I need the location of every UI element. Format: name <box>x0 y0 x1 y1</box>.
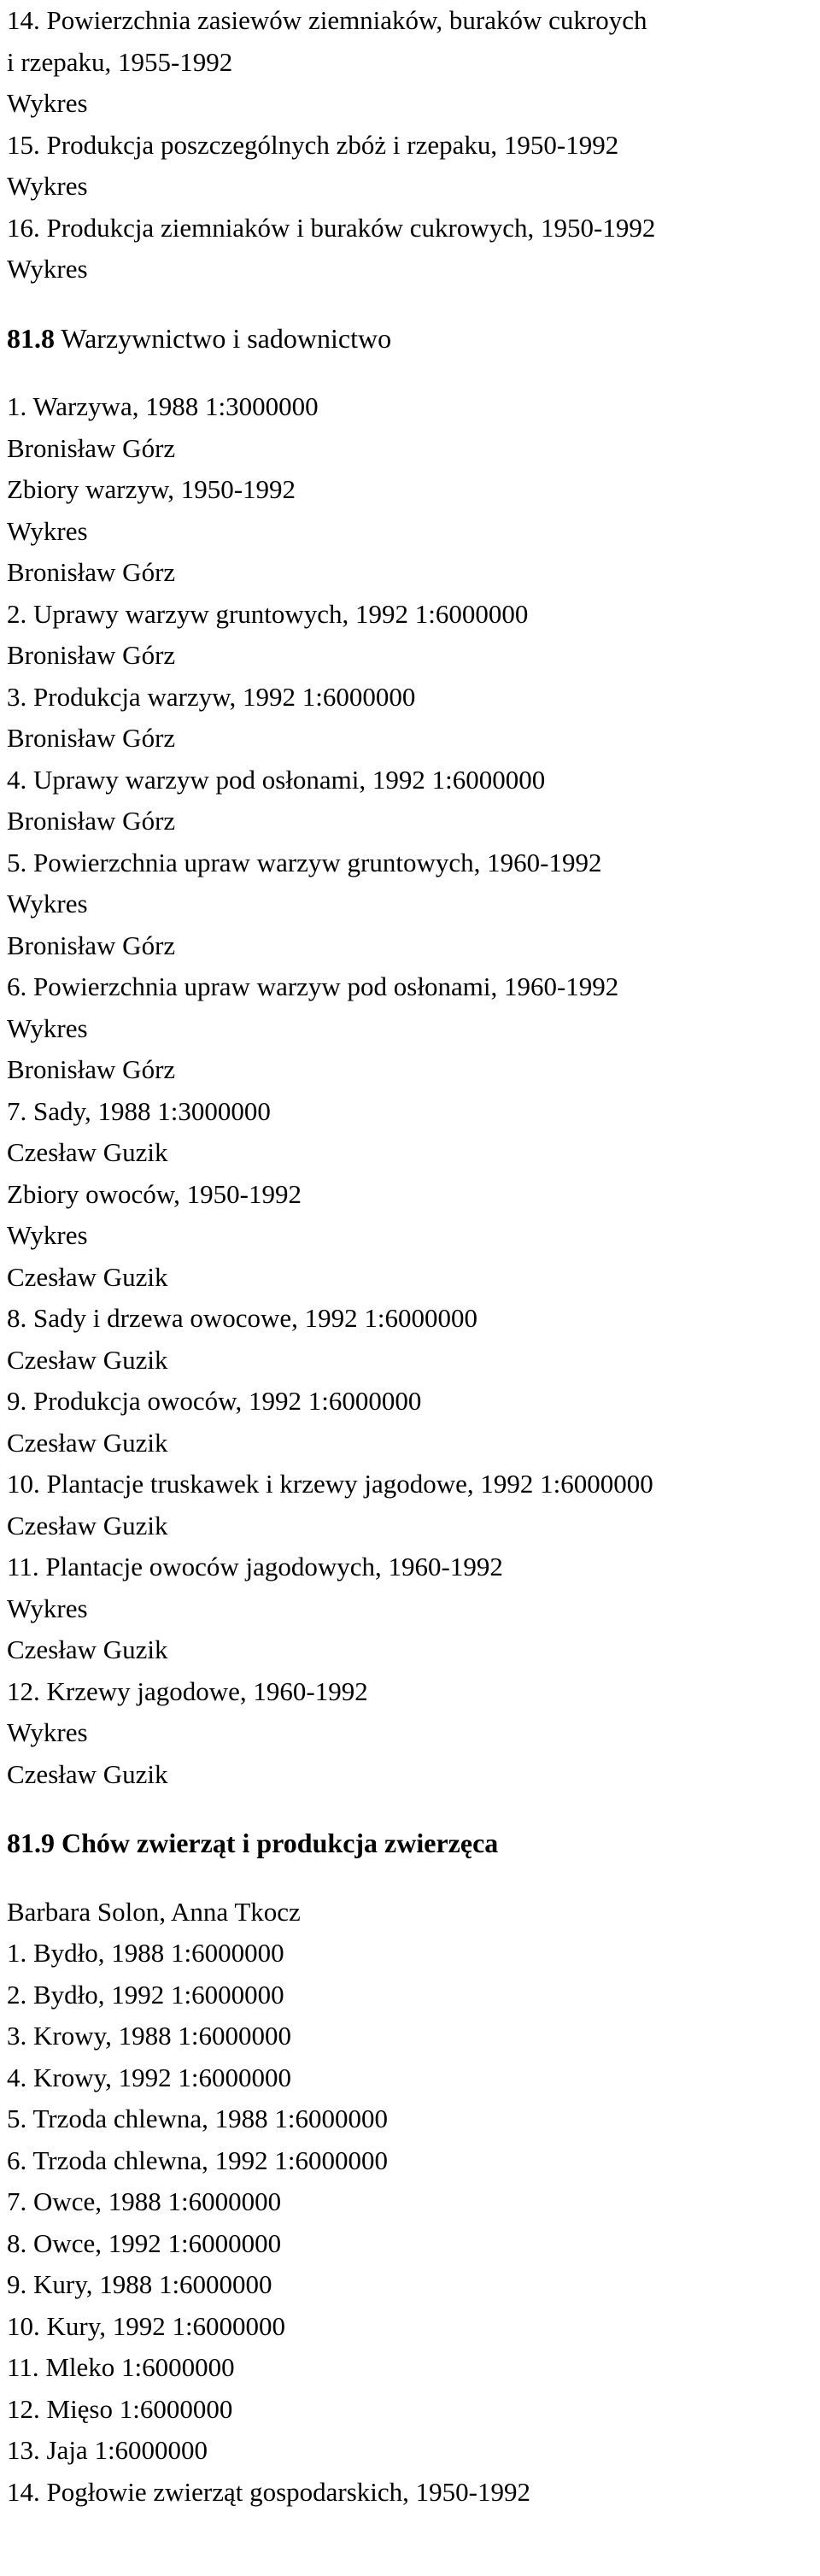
section-number: 81.8 <box>7 322 55 354</box>
list-item: Czesław Guzik <box>7 1344 168 1375</box>
spacer <box>7 290 820 318</box>
section-title: Chów zwierząt i produkcja zwierzęca <box>55 1828 499 1858</box>
list-item: Bronisław Górz <box>7 432 176 463</box>
list-item: Bronisław Górz <box>7 723 176 753</box>
list-item: 8. Owce, 1992 1:6000000 <box>7 2227 282 2258</box>
list-item: Wykres <box>7 1220 88 1250</box>
list-item: Czesław Guzik <box>7 1427 168 1458</box>
list-item: 9. Kury, 1988 1:6000000 <box>7 2269 272 2299</box>
list-item: Zbiory owoców, 1950-1992 <box>7 1178 302 1209</box>
list-item: 3. Krowy, 1988 1:6000000 <box>7 2021 291 2051</box>
section <box>7 1795 820 2513</box>
list-item: 4. Krowy, 1992 1:6000000 <box>7 2062 291 2092</box>
list-item: Wykres <box>7 889 88 918</box>
list-item: 11. Plantacje owoców jagodowych, 1960-1992 <box>7 1552 503 1581</box>
section <box>7 290 820 1796</box>
list-item: 12. Krzewy jagodowe, 1960-1992 <box>7 1675 368 1706</box>
list-item: 6. Powierzchnia upraw warzyw pod osłonami, 1960-1992 <box>7 971 619 1001</box>
section-number: 81.9 <box>7 1828 55 1858</box>
list-item: Czesław Guzik <box>7 1261 168 1292</box>
list-item: 12. Mięso 1:6000000 <box>7 2393 233 2424</box>
list-item: i rzepaku, 1955-1992 <box>7 46 233 77</box>
list-item: Zbiory warzyw, 1950-1992 <box>7 474 296 504</box>
list-item: Wykres <box>7 1593 88 1623</box>
section <box>7 0 820 290</box>
list-item: 7. Sady, 1988 1:3000000 <box>7 1095 271 1126</box>
list-item: 4. Uprawy warzyw pod osłonami, 1992 1:6000000 <box>7 764 546 795</box>
list-item: Bronisław Górz <box>7 557 176 587</box>
list-item: Wykres <box>7 171 88 201</box>
list-item: 1. Warzywa, 1988 1:3000000 <box>7 391 319 421</box>
list-item: 6. Trzoda chlewna, 1992 1:6000000 <box>7 2145 389 2175</box>
list-item: 8. Sady i drzewa owocowe, 1992 1:6000000 <box>7 1303 478 1333</box>
list-item: 2. Bydło, 1992 1:6000000 <box>7 1979 284 2010</box>
spacer <box>7 359 820 386</box>
list-item: Bronisław Górz <box>7 640 176 670</box>
spacer <box>7 1864 820 1892</box>
list-item: 10. Kury, 1992 1:6000000 <box>7 2310 286 2341</box>
section-heading <box>7 318 820 360</box>
list-item: Wykres <box>7 1012 88 1043</box>
section-heading <box>7 1822 820 1864</box>
list-item: 14. Powierzchnia zasiewów ziemniaków, buraków cukroych <box>7 5 647 35</box>
list-item: Czesław Guzik <box>7 1758 168 1789</box>
spacer <box>7 1795 820 1822</box>
list-item: 9. Produkcja owoców, 1992 1:6000000 <box>7 1386 422 1416</box>
section-title: Warzywnictwo i sadownictwo <box>55 322 392 354</box>
list-item: Bronisław Górz <box>7 1054 176 1084</box>
list-item: Czesław Guzik <box>7 1510 168 1540</box>
list-item: 15. Produkcja poszczególnych zbóż i rzepaku, 1950-1992 <box>7 129 619 160</box>
list-item: Wykres <box>7 1717 88 1747</box>
list-item: 7. Owce, 1988 1:6000000 <box>7 2186 282 2216</box>
list-item: Czesław Guzik <box>7 1137 168 1167</box>
list-item: Bronisław Górz <box>7 806 176 836</box>
list-item: 5. Trzoda chlewna, 1988 1:6000000 <box>7 2104 389 2133</box>
list-item: Czesław Guzik <box>7 1634 168 1664</box>
list-item: 16. Produkcja ziemniaków i buraków cukrowych, 1950-1992 <box>7 212 656 243</box>
list-item: 2. Uprawy warzyw gruntowych, 1992 1:6000000 <box>7 598 529 629</box>
list-item: Wykres <box>7 515 88 546</box>
list-item: Wykres <box>7 254 88 284</box>
list-item: 3. Produkcja warzyw, 1992 1:6000000 <box>7 681 416 712</box>
list-item: 14. Pogłowie zwierząt gospodarskich, 1950-1992 <box>7 2476 530 2507</box>
list-item: 10. Plantacje truskawek i krzewy jagodowe, 1992 1:6000000 <box>7 1469 653 1499</box>
list-item: Barbara Solon, Anna Tkocz <box>7 1896 301 1927</box>
list-item: 13. Jaja 1:6000000 <box>7 2435 208 2465</box>
list-item: 1. Bydło, 1988 1:6000000 <box>7 1938 284 1968</box>
list-item: 11. Mleko 1:6000000 <box>7 2352 235 2382</box>
list-item: 5. Powierzchnia upraw warzyw gruntowych, 1960-1992 <box>7 847 602 877</box>
list-item: Wykres <box>7 88 88 118</box>
list-item: Bronisław Górz <box>7 930 176 960</box>
